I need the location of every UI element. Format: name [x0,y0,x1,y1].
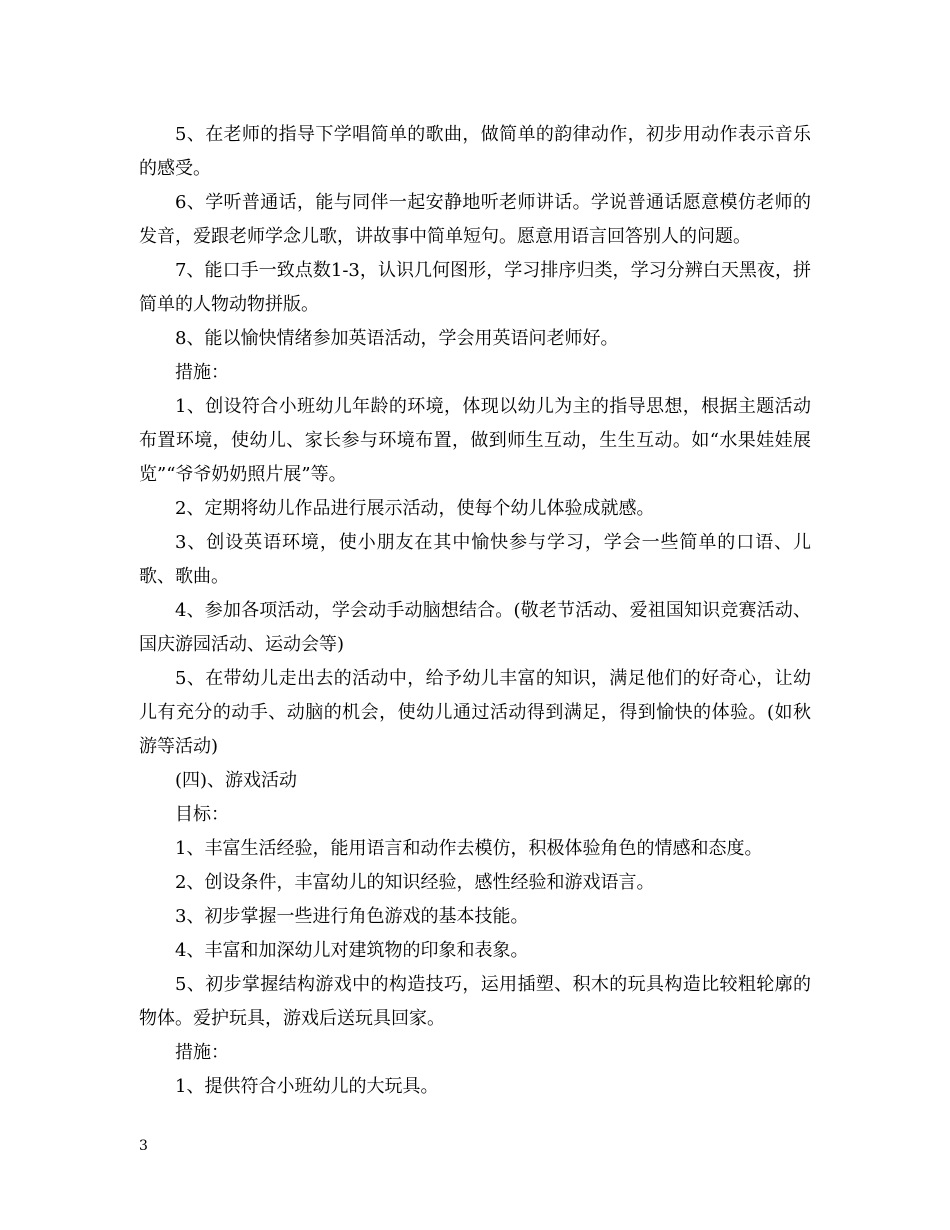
paragraph: 5、在带幼儿走出去的活动中，给予幼儿丰富的知识，满足他们的好奇心，让幼儿有充分的动手、动脑的机会，使幼儿通过活动得到满足，得到愉快的体验。(如秋游等活动) [139,668,811,757]
document-body [139,118,811,1104]
paragraph: 4、参加各项活动，学会动手动脑想结合。(敬老节活动、爱祖国知识竞赛活动、国庆游园活动、运动会等) [139,600,811,655]
paragraph: 3、创设英语环境，使小朋友在其中愉快参与学习，学会一些简单的口语、儿歌、歌曲。 [139,532,811,587]
page-number: 3 [139,1138,148,1154]
paragraph: 6、学听普通话，能与同伴一起安静地听老师讲话。学说普通话愿意模仿老师的发音，爱跟老师学念儿歌，讲故事中简单短句。愿意用语言回答别人的问题。 [139,192,811,247]
paragraph: 目标： [175,804,229,825]
paragraph: 5、在老师的指导下学唱简单的歌曲，做简单的韵律动作，初步用动作表示音乐的感受。 [139,124,811,179]
paragraph: 5、初步掌握结构游戏中的构造技巧，运用插塑、积木的玩具构造比较粗轮廓的物体。爱护玩具，游戏后送玩具回家。 [139,974,811,1029]
paragraph: 7、能口手一致点数1-3，认识几何图形，学习排序归类，学习分辨白天黑夜，拼简单的人物动物拼版。 [139,260,811,315]
paragraph: 措施： [175,362,229,383]
paragraph: 2、创设条件，丰富幼儿的知识经验，感性经验和游戏语言。 [175,872,655,893]
paragraph: 2、定期将幼儿作品进行展示活动，使每个幼儿体验成就感。 [175,498,655,519]
paragraph: 1、丰富生活经验，能用语言和动作去模仿，积极体验角色的情感和态度。 [175,838,763,859]
paragraph: 8、能以愉快情绪参加英语活动，学会用英语问老师好。 [175,328,619,349]
paragraph: 措施： [175,1042,229,1063]
paragraph: 4、丰富和加深幼儿对建筑物的印象和表象。 [175,940,529,961]
paragraph: 1、提供符合小班幼儿的大玩具。 [175,1076,439,1097]
paragraph: 1、创设符合小班幼儿年龄的环境，体现以幼儿为主的指导思想，根据主题活动布置环境，使幼儿、家长参与环境布置，做到师生互动，生生互动。如“水果娃娃展览”“爷爷奶奶照片展”等。 [139,396,811,485]
paragraph: (四)、游戏活动 [175,770,298,791]
paragraph: 3、初步掌握一些进行角色游戏的基本技能。 [175,906,529,927]
